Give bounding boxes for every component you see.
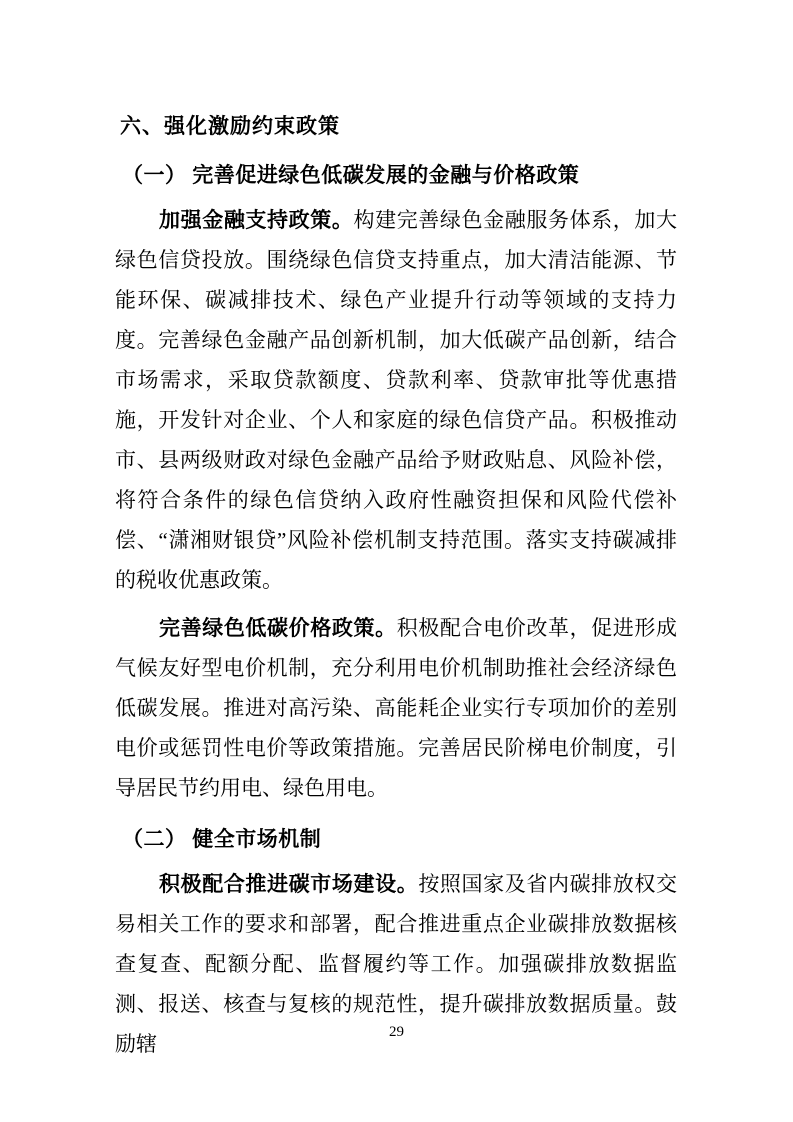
paragraph-lead: 加强金融支持政策。 [159,208,354,232]
subsection-heading-2: （二） 健全市场机制 [122,827,322,851]
paragraph [115,200,677,600]
paragraph-body: 按照国家及省内碳排放权交易相关工作的要求和部署，配合推进重点企业碳排放数据核查复查、配额分配、监督履约等工作。加强碳排放数据监测、报送、核查与复核的规范性，提升碳排放数据质量。鼓励辖 [115,872,678,1056]
page-number: 29 [389,1024,404,1040]
paragraph-lead: 积极配合推进碳市场建设。 [159,872,419,896]
subsection-heading-1: （一） 完善促进绿色低碳发展的金融与价格政策 [122,163,580,187]
paragraph [115,608,677,808]
paragraph-body: 积极配合电价改革，促进形成气候友好型电价机制，充分利用电价机制助推社会经济绿色低碳发展。推进对高污染、高能耗企业实行专项加价的差别电价或惩罚性电价等政策措施。完善居民阶梯电价制度，引导居民节约用电、绿色用电。 [115,616,678,800]
section-heading: 六、强化激励约束政策 [120,115,340,138]
paragraph-lead: 完善绿色低碳价格政策。 [159,616,397,640]
paragraph-body: 构建完善绿色金融服务体系，加大绿色信贷投放。围绕绿色信贷支持重点，加大清洁能源、节能环保、碳减排技术、绿色产业提升行动等领域的支持力度。完善绿色金融产品创新机制，加大低碳产品创新，结合市场需求，采取贷款额度、贷款利率、贷款审批等优惠措施，开发针对企业、个人和家庭的绿色信贷产品。积极推动市、县两级财政对绿色金融产品给予财政贴息、风险补偿，将符合条件的绿色信贷纳入政府性融资担保和风险代偿补偿、“潇湘财银贷”风险补偿机制支持范围。落实支持碳减排的税收优惠政策。 [115,208,678,592]
